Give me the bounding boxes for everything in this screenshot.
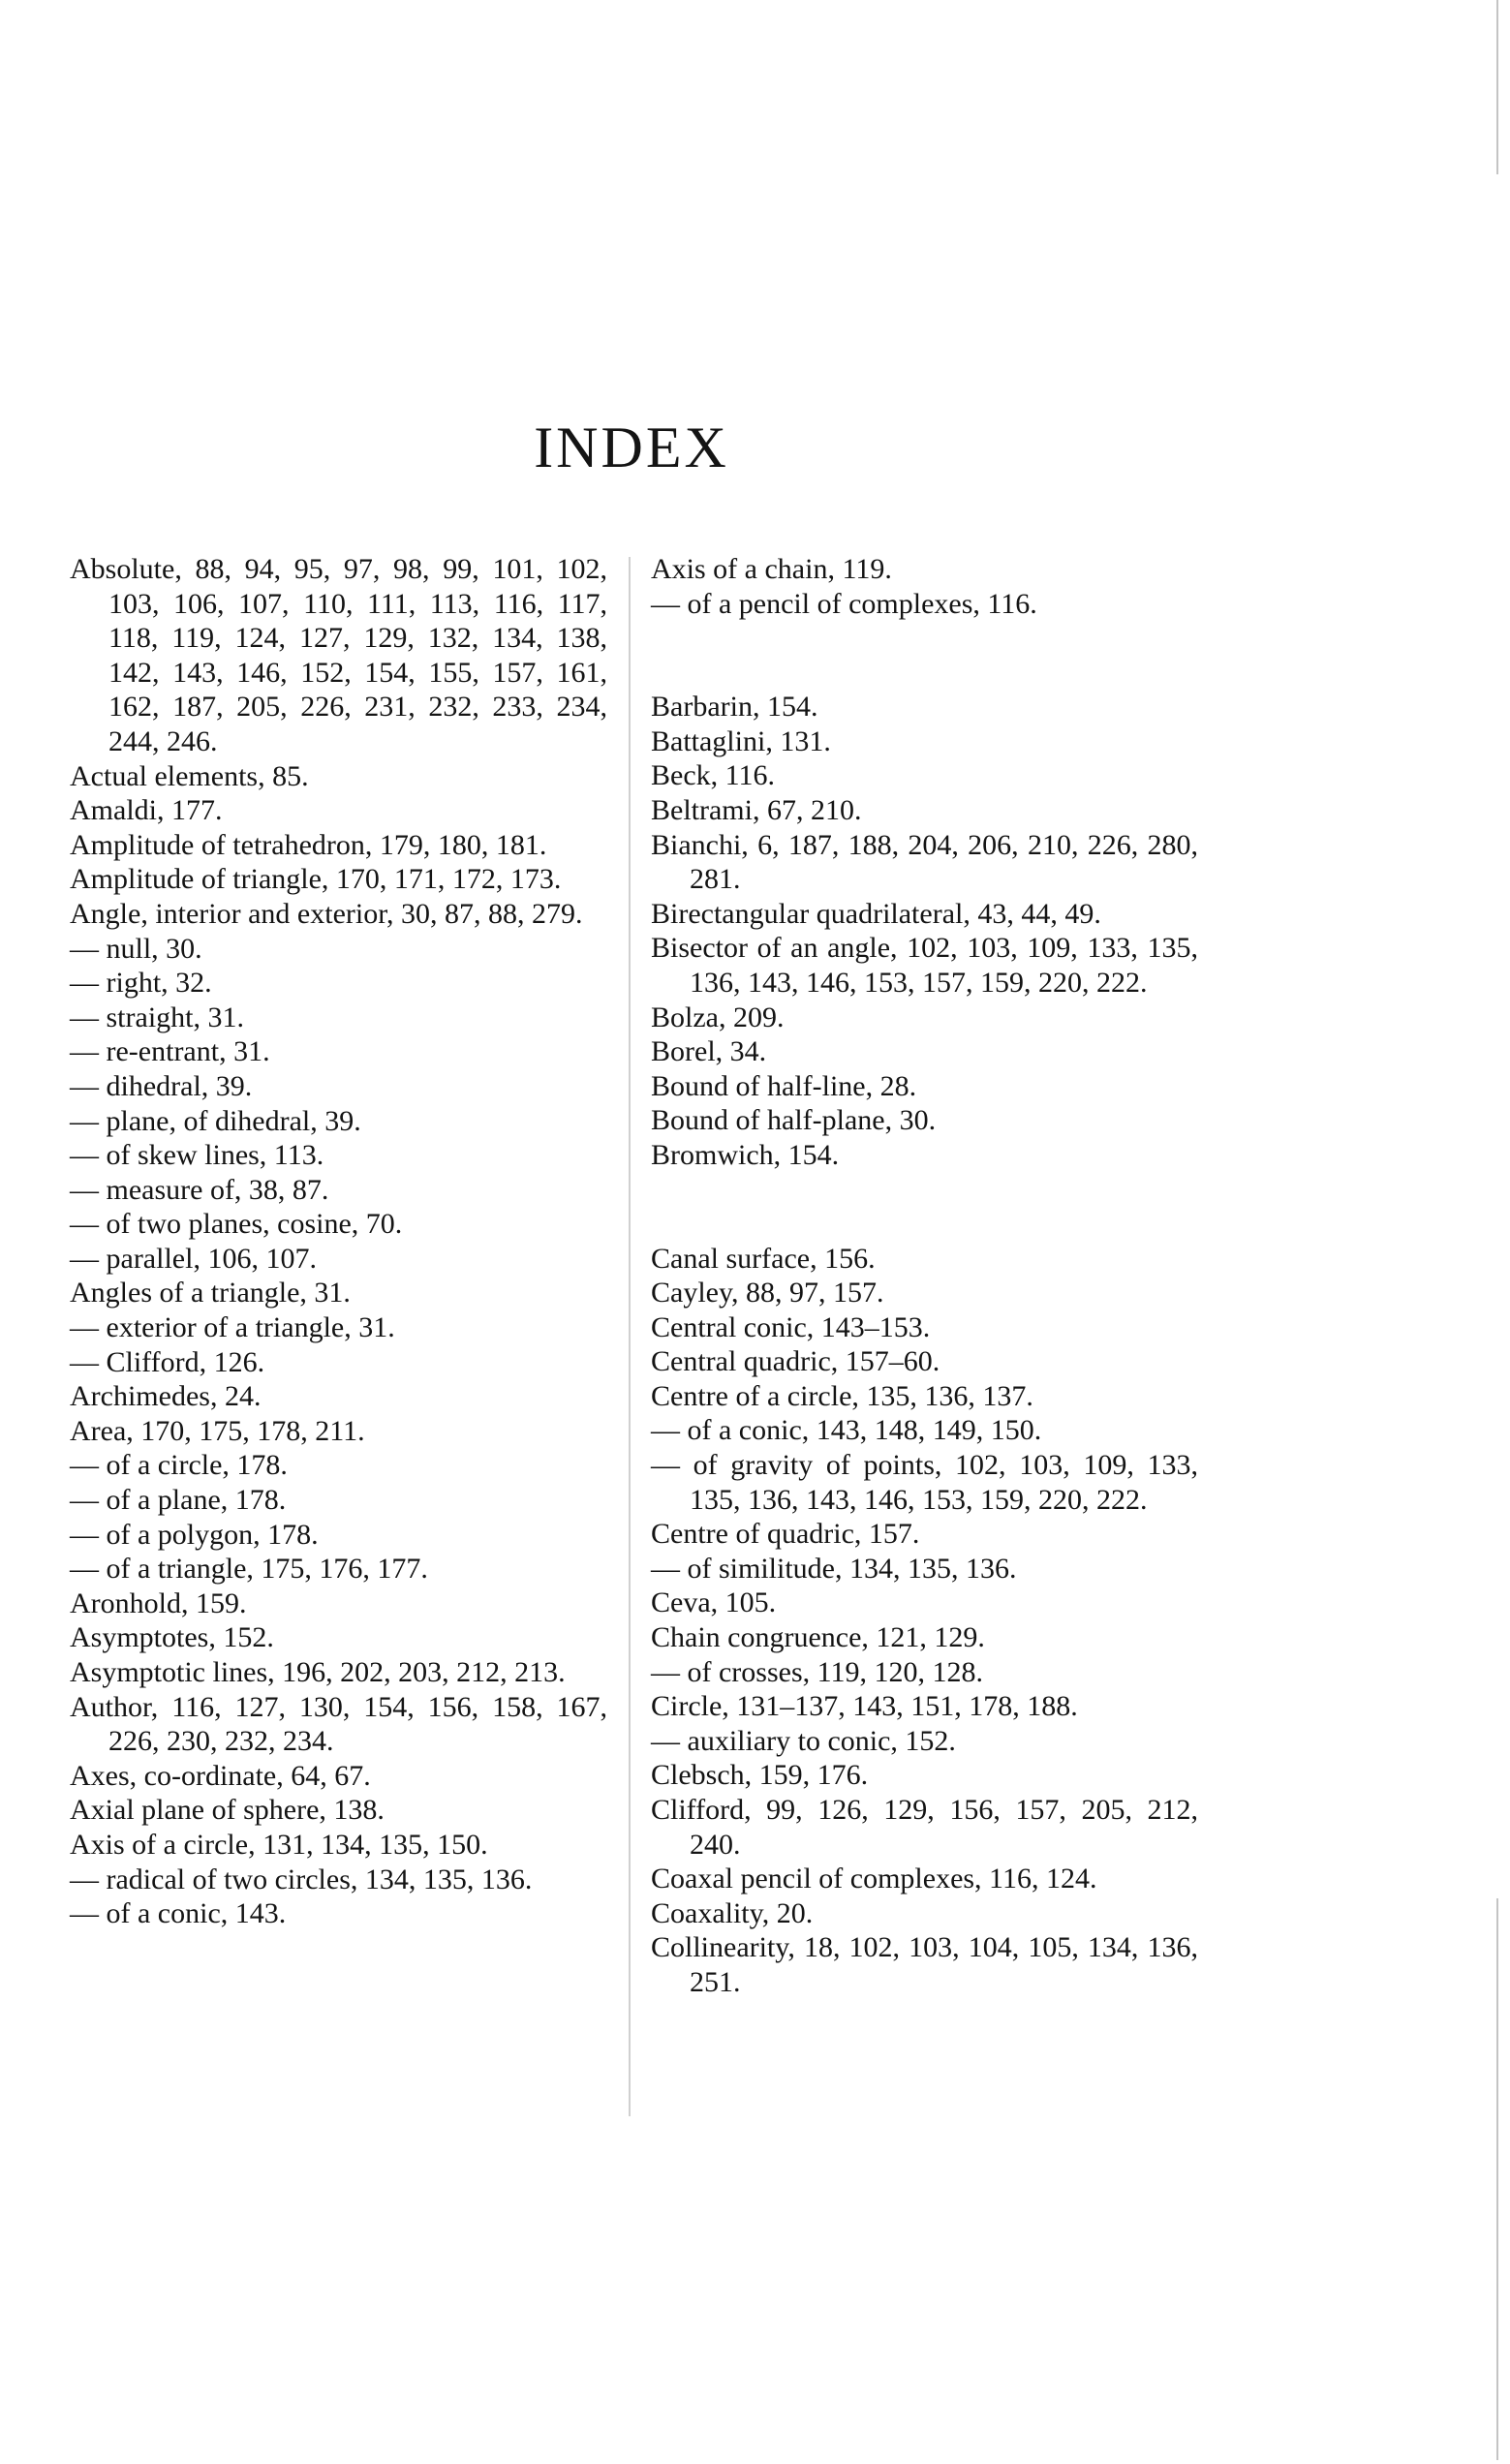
index-entry: Bound of half-plane, 30. <box>651 1104 937 1137</box>
index-entry: Coaxality, 20. <box>651 1896 814 1929</box>
index-entry: Angle, interior and exterior, 30, 87, 88, 279. <box>70 897 583 930</box>
index-entry: Coaxal pencil of complexes, 116, 124. <box>651 1863 1097 1895</box>
index-entry: — of a triangle, 175, 176, 177. <box>70 1553 428 1586</box>
group-gap <box>651 1173 1198 1242</box>
index-entry: Battaglini, 131. <box>651 724 831 757</box>
index-entry: — of skew lines, 113. <box>70 1139 324 1172</box>
index-entry: Birectangular quadrilateral, 43, 44, 49. <box>651 897 1101 930</box>
index-entry: — auxiliary to conic, 152. <box>651 1724 956 1757</box>
index-entry: — straight, 31. <box>70 1001 244 1033</box>
index-entry: — of a plane, 178. <box>70 1484 287 1517</box>
index-entry: Beck, 116. <box>651 759 776 792</box>
index-group-a-axis <box>651 552 1198 621</box>
group-gap <box>651 621 1198 690</box>
index-entry: — of a conic, 143, 148, 149, 150. <box>651 1414 1042 1447</box>
index-column-right <box>651 552 1198 2000</box>
index-entry: — of a pencil of complexes, 116. <box>651 587 1037 620</box>
index-entry: — parallel, 106, 107. <box>70 1242 317 1275</box>
index-entry: Amplitude of triangle, 170, 171, 172, 173. <box>70 863 562 896</box>
index-entry: Central conic, 143–153. <box>651 1310 931 1343</box>
index-entry: Clifford, 99, 126, 129, 156, 157, 205, 212, 240. <box>651 1794 1198 1861</box>
index-entry: Barbarin, 154. <box>651 691 818 724</box>
index-entry: — measure of, 38, 87. <box>70 1173 329 1206</box>
index-entry: — null, 30. <box>70 932 202 965</box>
index-entry: Centre of a circle, 135, 136, 137. <box>651 1379 1033 1412</box>
index-entry: Bound of half-line, 28. <box>651 1069 917 1102</box>
index-entry: Author, 116, 127, 130, 154, 156, 158, 167, 226, 230, 232, 234. <box>70 1690 607 1758</box>
index-entry: — Clifford, 126. <box>70 1345 265 1378</box>
index-entry: Bianchi, 6, 187, 188, 204, 206, 210, 226, 280, 281. <box>651 828 1198 896</box>
index-entry: Amplitude of tetrahedron, 179, 180, 181. <box>70 828 547 861</box>
index-column-left <box>70 552 607 1931</box>
index-entry: — of gravity of points, 102, 103, 109, 133, 135, 136, 143, 146, 153, 159, 220, 222. <box>651 1449 1198 1516</box>
index-entry: Axis of a circle, 131, 134, 135, 150. <box>70 1828 488 1861</box>
index-entry: Area, 170, 175, 178, 211. <box>70 1414 365 1447</box>
index-entry: Borel, 34. <box>651 1035 767 1068</box>
page-title: INDEX <box>534 416 729 479</box>
index-entry: Archimedes, 24. <box>70 1380 262 1413</box>
index-entry: Central quadric, 157–60. <box>651 1345 940 1378</box>
index-entry: Angles of a triangle, 31. <box>70 1277 351 1309</box>
index-entry: Beltrami, 67, 210. <box>651 793 862 826</box>
index-entry: — re-entrant, 31. <box>70 1035 270 1068</box>
index-entry: Actual elements, 85. <box>70 759 309 792</box>
index-entry: — of a conic, 143. <box>70 1897 287 1930</box>
index-group-c <box>651 1242 1198 2000</box>
index-entry: Canal surface, 156. <box>651 1242 876 1275</box>
index-group-b <box>651 690 1198 1172</box>
index-entry: Cayley, 88, 97, 157. <box>651 1277 884 1309</box>
index-entry: Bromwich, 154. <box>651 1138 840 1171</box>
index-entry: Clebsch, 159, 176. <box>651 1759 869 1792</box>
column-divider <box>629 557 631 2116</box>
index-entry: Axes, co-ordinate, 64, 67. <box>70 1759 371 1792</box>
index-entry: Amaldi, 177. <box>70 794 223 827</box>
page-edge-line <box>1496 1898 1498 2460</box>
index-entry: — dihedral, 39. <box>70 1069 253 1102</box>
index-entry: — of a circle, 178. <box>70 1449 288 1482</box>
index-entry: Asymptotes, 152. <box>70 1621 274 1654</box>
index-entry: Absolute, 88, 94, 95, 97, 98, 99, 101, 102, 103, 106, 107, 110, 111, 113, 116, 117, 118, 119, 124, 127, 129, 132, 134, 138, 142, 143, 146, 152, 154, 155, 157, 161, 162, 187, 205, 226, 231, 232, 233, 234, 244, 246. <box>70 553 607 757</box>
index-entry: — plane, of dihedral, 39. <box>70 1104 361 1137</box>
index-entry: Ceva, 105. <box>651 1586 777 1619</box>
index-entry: Collinearity, 18, 102, 103, 104, 105, 134, 136, 251. <box>651 1931 1198 1998</box>
index-entry: Bolza, 209. <box>651 1001 785 1033</box>
page-edge-line <box>1496 0 1498 174</box>
index-entry: — of crosses, 119, 120, 128. <box>651 1655 984 1688</box>
index-entry: Centre of quadric, 157. <box>651 1518 920 1551</box>
index-entry: Axial plane of sphere, 138. <box>70 1794 385 1827</box>
index-entry: — radical of two circles, 134, 135, 136. <box>70 1863 533 1895</box>
index-entry: Asymptotic lines, 196, 202, 203, 212, 213. <box>70 1656 566 1688</box>
index-entry: Circle, 131–137, 143, 151, 178, 188. <box>651 1690 1078 1723</box>
index-entry: Aronhold, 159. <box>70 1586 247 1619</box>
index-entry: — of a polygon, 178. <box>70 1518 319 1551</box>
index-entry: Bisector of an angle, 102, 103, 109, 133, 135, 136, 143, 146, 153, 157, 159, 220, 222. <box>651 932 1198 999</box>
index-entry: — of similitude, 134, 135, 136. <box>651 1552 1017 1585</box>
index-entry: Axis of a chain, 119. <box>651 553 892 585</box>
index-entry: — exterior of a triangle, 31. <box>70 1311 395 1344</box>
index-entry: Chain congruence, 121, 129. <box>651 1621 985 1654</box>
index-entry: — of two planes, cosine, 70. <box>70 1208 403 1241</box>
index-entry: — right, 32. <box>70 967 212 1000</box>
